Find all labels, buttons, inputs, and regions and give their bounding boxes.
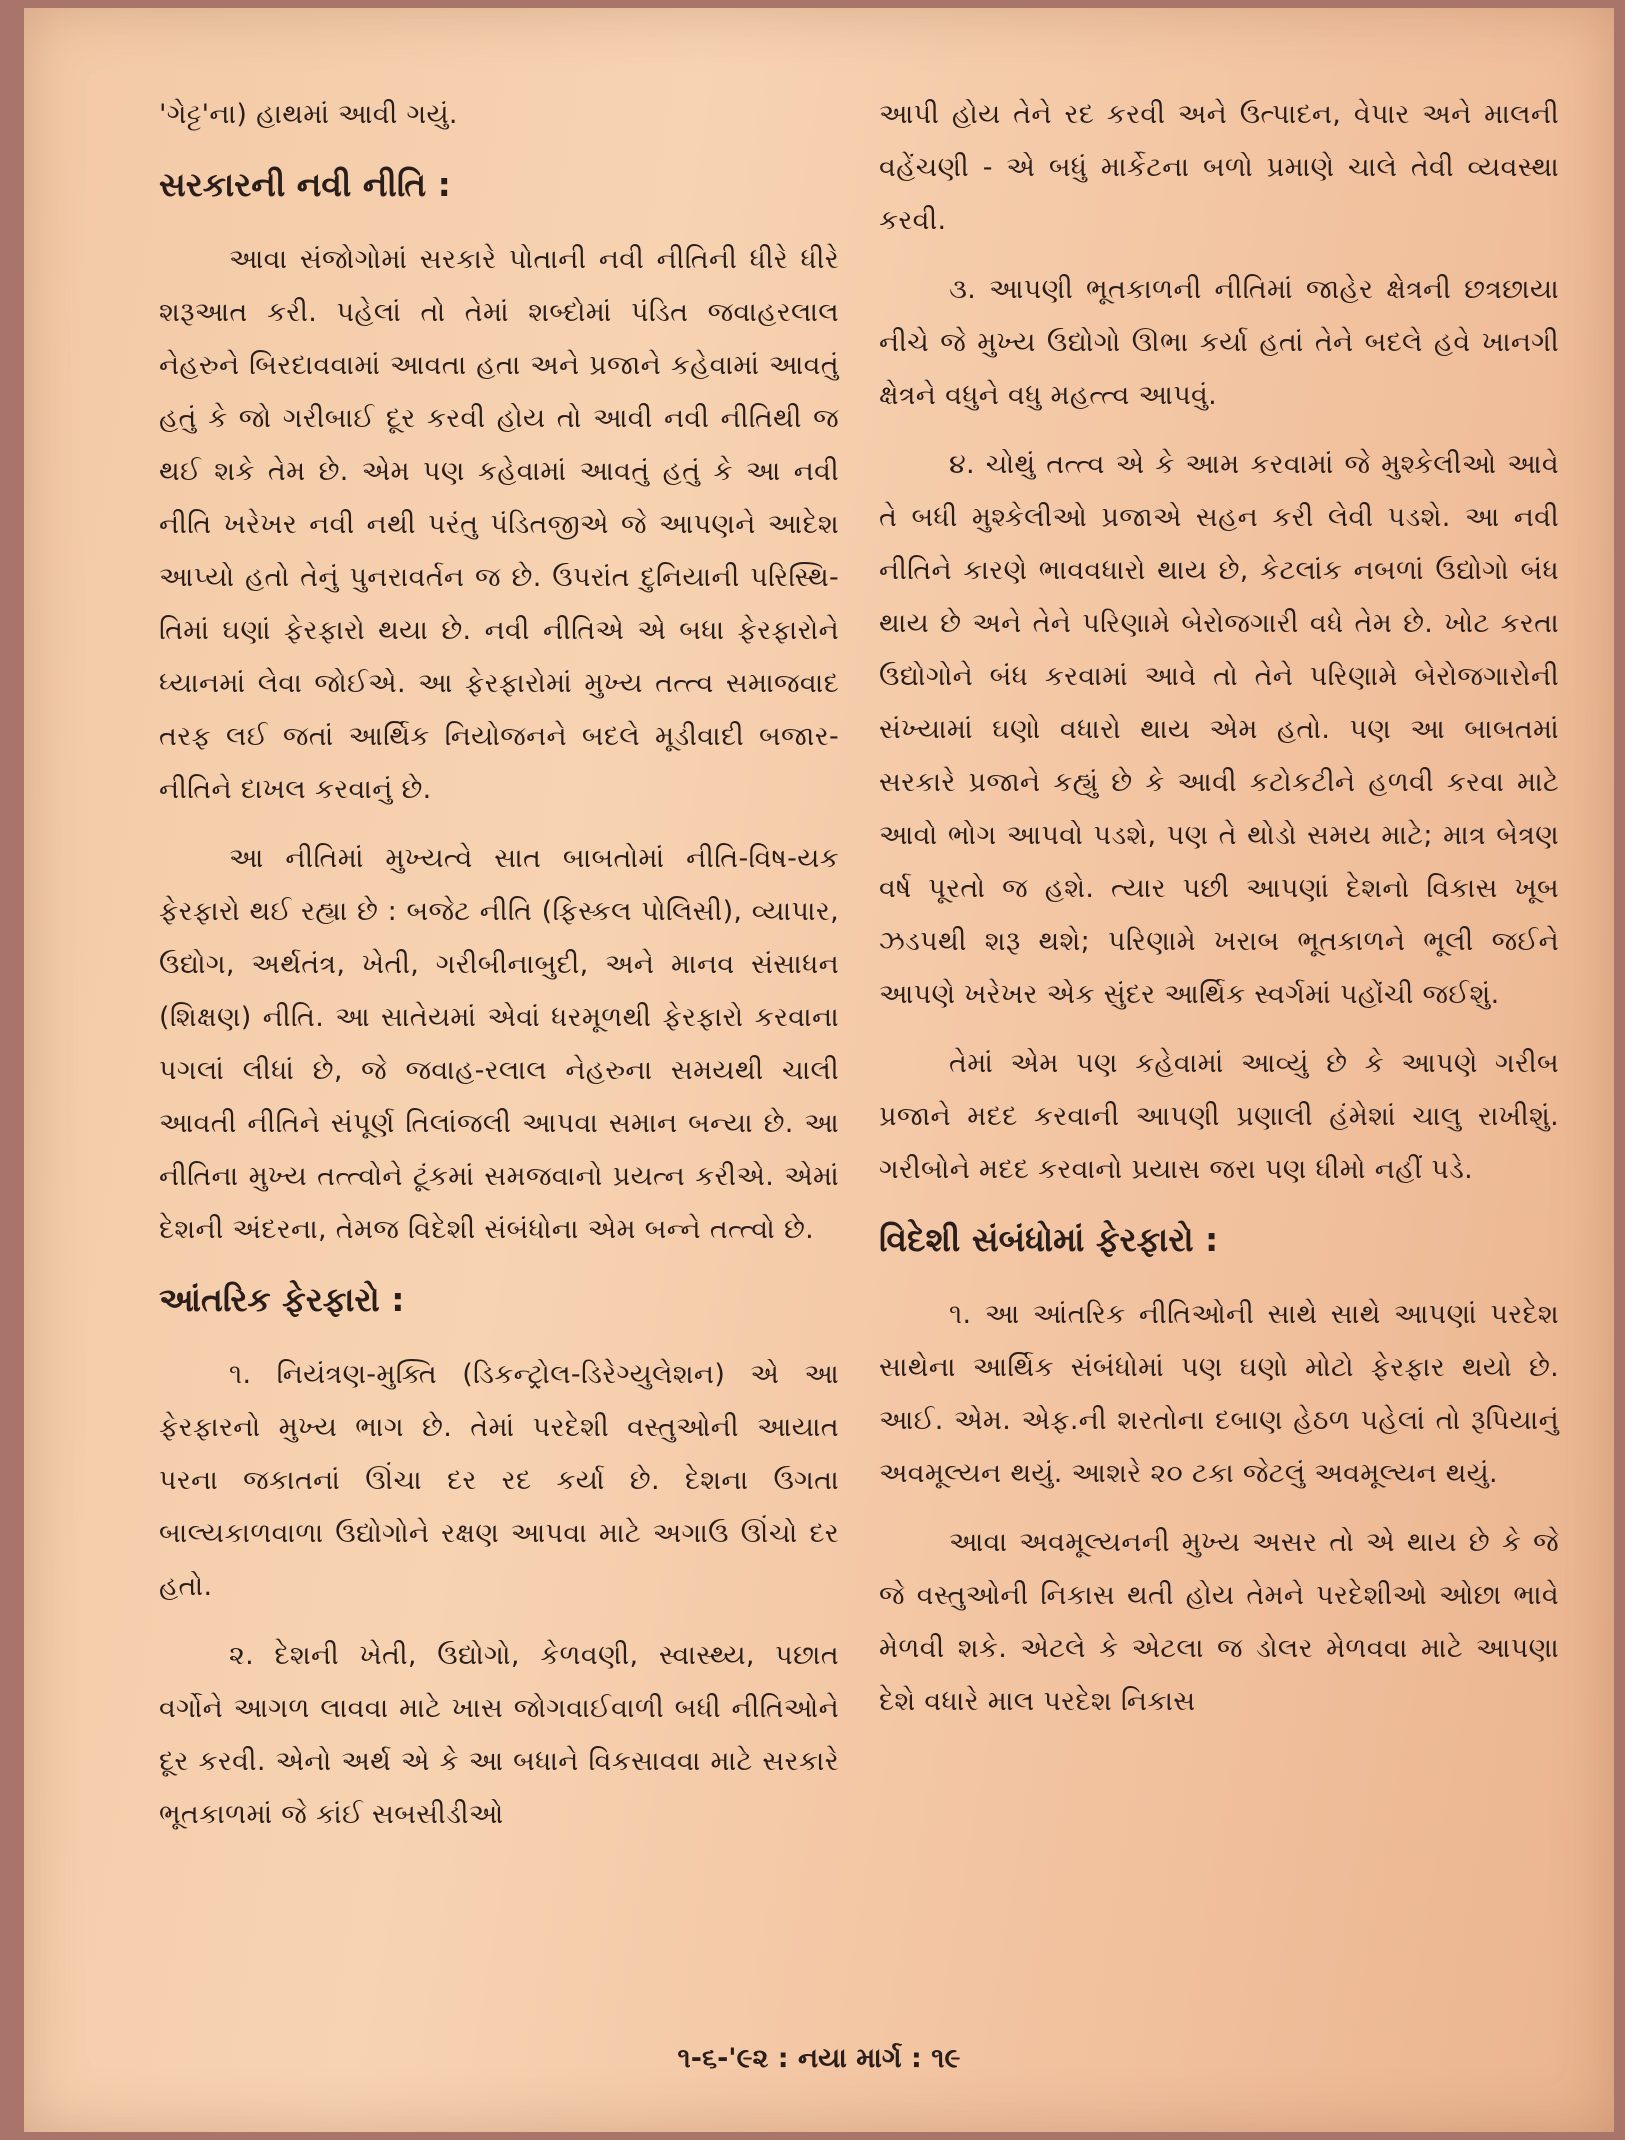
right-column: [879, 88, 1559, 1744]
paragraph: આપી હોય તેને રદ કરવી અને ઉત્પાદન, વેપાર અને માલની વહેંચણી - એ બધું માર્કેટના બળો પ્રમાણે ચાલે તેવી વ્યવસ્થા કરવી.: [879, 99, 1559, 236]
section-heading: વિદેશી સંબંધોમાં ફેરફારો :: [879, 1220, 1219, 1259]
paragraph: ૪. ચોથું તત્ત્વ એ કે આમ કરવામાં જે મુશ્કેલીઓ આવે તે બધી મુશ્કેલીઓ પ્રજાએ સહન કરી લેવી પડશે. આ નવી નીતિને કારણે ભાવવધારો થાય છે, કેટલાંક નબળાં ઉદ્યોગો બંધ થાય છે અને તેને પરિણામે બેરોજગારી વધે તેમ છે. ખોટ કરતા ઉદ્યોગોને બંધ કરવામાં આવે તો તેને પરિણામે બેરોજગારોની સંખ્યામાં ઘણો વધારો થાય એમ હતો. પણ આ બાબતમાં સરકારે પ્રજાને કહ્યું છે કે આવી કટોકટીને હળવી કરવા માટે આવો ભોગ આપવો પડશે, પણ તે થોડો સમય માટે; માત્ર બેત્રણ વર્ષ પૂરતો જ હશે. ત્યાર પછી આપણાં દેશનો વિકાસ ખૂબ ઝડપથી શરૂ થશે; પરિણામે ખરાબ ભૂતકાળને ભૂલી જઈને આપણે ખરેખર એક સુંદર આર્થિક સ્વર્ગમાં પહોંચી જઈશું.: [879, 449, 1559, 1010]
left-column: [159, 88, 839, 1857]
paragraph: ૧. આ આંતરિક નીતિઓની સાથે સાથે આપણાં પરદેશ સાથેના આર્થિક સંબંધોમાં પણ ઘણો મોટો ફેરફાર થયો છે. આઈ. એમ. એફ.ની શરતોના દબાણ હેઠળ પહેલાં તો રૂપિયાનું અવમૂલ્યન થયું. આશરે ૨૦ ટકા જેટલું અવમૂલ્યન થયું.: [879, 1299, 1559, 1489]
paragraph: ૧. નિયંત્રણ-મુક્તિ (ડિકન્ટ્રોલ-ડિરેગ્યુલેશન) એ આ ફેરફારનો મુખ્ય ભાગ છે. તેમાં પરદેશી વસ્તુઓની આયાત પરના જકાતનાં ઊંચા દર રદ કર્યા છે. દેશના ઉગતા બાલ્યકાળવાળા ઉદ્યોગોને રક્ષણ આપવા માટે અગાઉ ઊંચો દર હતો.: [159, 1359, 839, 1602]
page-footer: ૧-૬-'૯૨ : નયા માર્ગ : ૧૯: [677, 2043, 961, 2074]
paragraph: આવા અવમૂલ્યનની મુખ્ય અસર તો એ થાય છે કે જે જે વસ્તુઓની નિકાસ થતી હોય તેમને પરદેશીઓ ઓછા ભાવે મેળવી શકે. એટલે કે એટલા જ ડોલર મેળવવા માટે આપણા દેશે વધારે માલ પરદેશ નિકાસ: [879, 1527, 1559, 1717]
section-heading: સરકારની નવી નીતિ :: [159, 165, 451, 204]
paragraph: 'ગેટ્ટ'ના) હાથમાં આવી ગયું.: [159, 99, 458, 130]
paragraph: આ નીતિમાં મુખ્યત્વે સાત બાબતોમાં નીતિ-વિષ-યક ફેરફારો થઈ રહ્યા છે : બજેટ નીતિ (ફિસ્કલ પોલિસી), વ્યાપાર, ઉદ્યોગ, અર્થતંત્ર, ખેતી, ગરીબીનાબુદી, અને માનવ સંસાધન (શિક્ષણ) નીતિ. આ સાતેયમાં એવાં ધરમૂળથી ફેરફારો કરવાના પગલાં લીધાં છે, જે જવાહ-રલાલ નેહરુના સમયથી ચાલી આવતી નીતિને સંપૂર્ણ તિલાંજલી આપવા સમાન બન્યા છે. આ નીતિના મુખ્ય તત્ત્વોને ટૂંકમાં સમજવાનો પ્રયત્ન કરીએ. એમાં દેશની અંદરના, તેમજ વિદેશી સંબંધોના એમ બન્ને તત્ત્વો છે.: [159, 843, 839, 1245]
paragraph: ૨. દેશની ખેતી, ઉદ્યોગો, કેળવણી, સ્વાસ્થ્ય, પછાત વર્ગોને આગળ લાવવા માટે ખાસ જોગવાઈવાળી બધી નીતિઓને દૂર કરવી. એનો અર્થ એ કે આ બધાને વિકસાવવા માટે સરકારે ભૂતકાળમાં જે કાંઈ સબસીડીઓ: [159, 1640, 839, 1830]
paragraph: તેમાં એમ પણ કહેવામાં આવ્યું છે કે આપણે ગરીબ પ્રજાને મદદ કરવાની આપણી પ્રણાલી હંમેશાં ચાલુ રાખીશું. ગરીબોને મદદ કરવાનો પ્રયાસ જરા પણ ધીમો નહીં પડે.: [879, 1048, 1559, 1185]
paragraph: આવા સંજોગોમાં સરકારે પોતાની નવી નીતિની ધીરે ધીરે શરૂઆત કરી. પહેલાં તો તેમાં શબ્દોમાં પંડિત જવાહરલાલ નેહરુને બિરદાવવામાં આવતા હતા અને પ્રજાને કહેવામાં આવતું હતું કે જો ગરીબાઈ દૂર કરવી હોય તો આવી નવી નીતિથી જ થઈ શકે તેમ છે. એમ પણ કહેવામાં આવતું હતું કે આ નવી નીતિ ખરેખર નવી નથી પરંતુ પંડિતજીએ જે આપણને આદેશ આપ્યો હતો તેનું પુનરાવર્તન જ છે. ઉપરાંત દુનિયાની પરિસ્થિ-તિમાં ઘણાં ફેરફારો થયા છે. નવી નીતિએ એ બધા ફેરફારોને ધ્યાનમાં લેવા જોઈએ. આ ફેરફારોમાં મુખ્ય તત્ત્વ સમાજવાદ તરફ લઈ જતાં આર્થિક નિયોજનને બદલે મૂડીવાદી બજાર-નીતિને દાખલ કરવાનું છે.: [159, 244, 839, 805]
magazine-page: [24, 8, 1614, 2132]
section-heading: આંતરિક ફેરફારો :: [159, 1280, 405, 1319]
paragraph: ૩. આપણી ભૂતકાળની નીતિમાં જાહેર ક્ષેત્રની છત્રછાયા નીચે જે મુખ્ય ઉદ્યોગો ઊભા કર્યા હતાં તેને બદલે હવે ખાનગી ક્ષેત્રને વધુને વધુ મહત્ત્વ આપવું.: [879, 274, 1559, 411]
